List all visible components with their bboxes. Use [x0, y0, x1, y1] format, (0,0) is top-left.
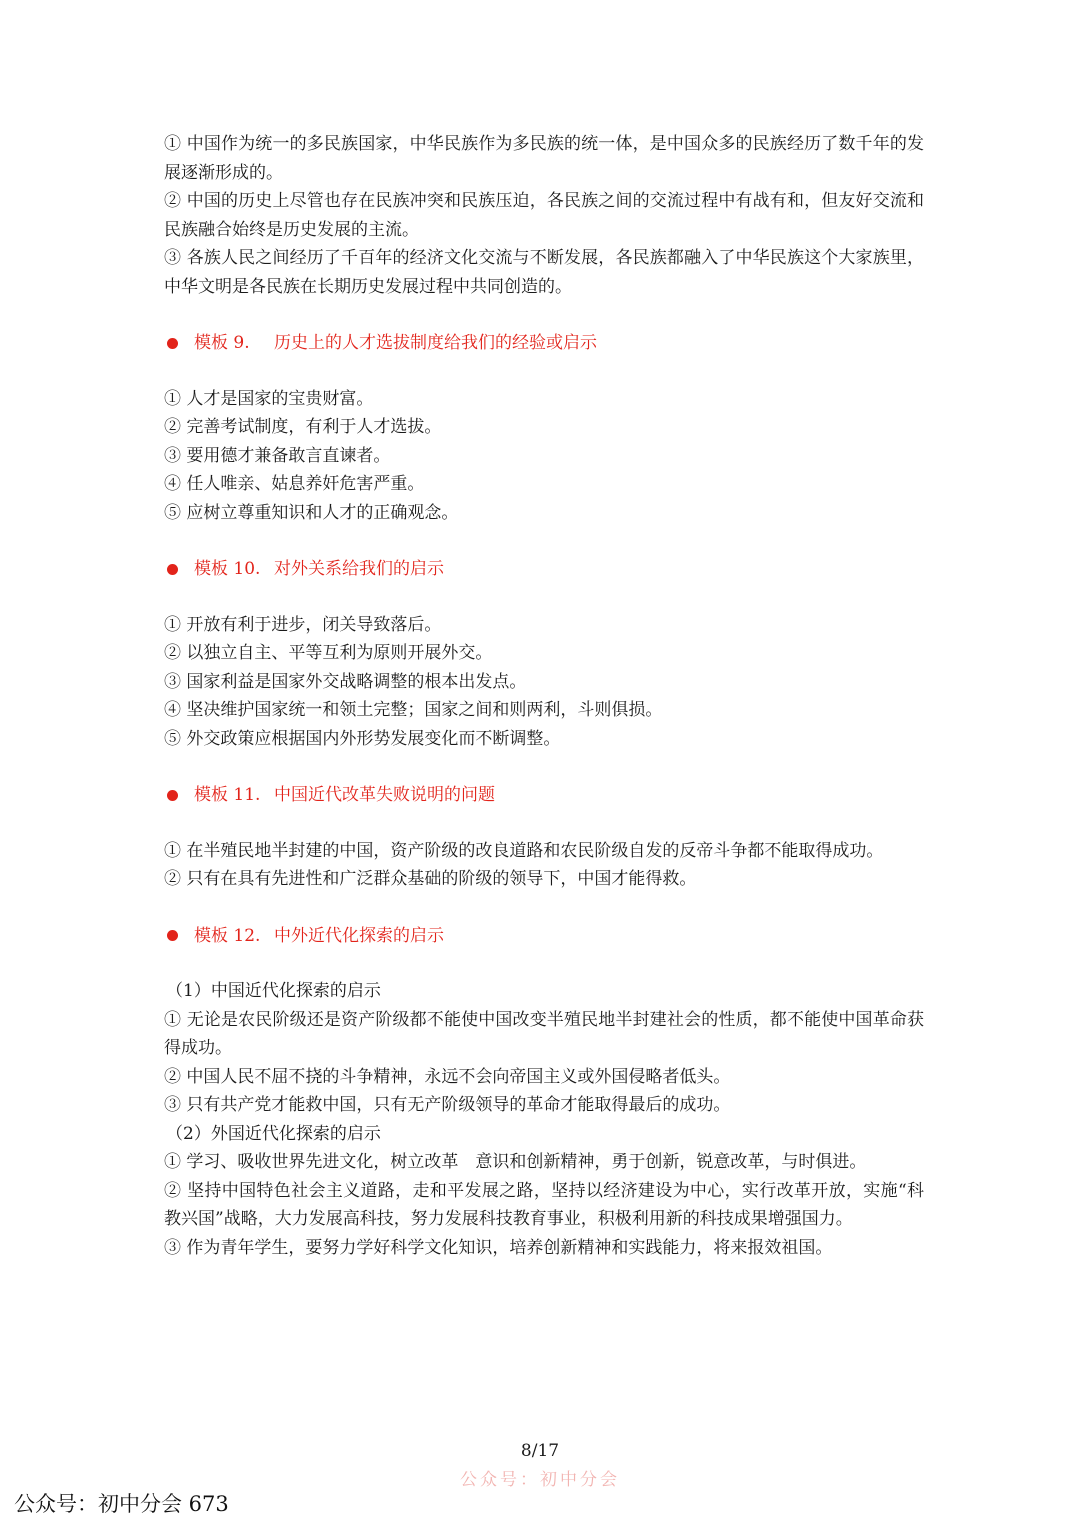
bullet-dot-icon	[167, 790, 178, 801]
t10-item-5: ⑤ 外交政策应根据国内外形势发展变化而不断调整。	[164, 728, 561, 749]
bullet-dot-icon	[167, 930, 178, 941]
t9-item-1: ① 人才是国家的宝贵财富。	[164, 388, 374, 409]
t9-item-5: ⑤ 应树立尊重知识和人才的正确观念。	[164, 502, 459, 523]
t12-subheading-2: （2）外国近代化探索的启示	[166, 1123, 381, 1144]
t12-part2-item-2: ② 坚持中国特色社会主义道路，走和平发展之路，坚持以经济建设为中心，实行改革开放，实施“科教兴国”战略，大力发展高科技，努力发展科技教育事业，积极利用新的科技成果增强国力。	[164, 1180, 924, 1229]
template-9-title: 历史上的人才选拔制度给我们的经验或启示	[274, 333, 597, 353]
t12-part2-item-1: ① 学习、吸收世界先进文化，树立改革 意识和创新精神，勇于创新，锐意改革，与时俱进。	[164, 1152, 867, 1172]
t10-item-1: ① 开放有利于进步，闭关导致落后。	[164, 614, 442, 635]
t11-item-1: ① 在半殖民地半封建的中国，资产阶级的改良道路和农民阶级自发的反帝斗争都不能取得成功。	[164, 840, 884, 861]
intro-item-2: ② 中国的历史上尽管也存在民族冲突和民族压迫，各民族之间的交流过程中有战有和，但友好交流和民族融合始终是历史发展的主流。	[164, 191, 924, 240]
t12-part1-item-1: ① 无论是农民阶级还是资产阶级都不能使中国改变半殖民地半封建社会的性质，都不能使中国革命获得成功。	[164, 1009, 924, 1058]
template-10-heading	[164, 555, 924, 584]
template-9-heading	[164, 329, 924, 358]
t12-subheading-1: （1）中国近代化探索的启示	[166, 981, 381, 1001]
watermark-text: 公众号：初中分会	[460, 1470, 620, 1490]
page-content	[164, 130, 924, 1262]
t10-item-4: ④ 坚决维护国家统一和领土完整；国家之间和则两利，斗则俱损。	[164, 700, 663, 720]
t11-item-2: ② 只有在具有先进性和广泛群众基础的阶级的领导下，中国才能得救。	[164, 869, 697, 889]
intro-item-1: ① 中国作为统一的多民族国家，中华民族作为多民族的统一体，是中国众多的民族经历了数千年的发展逐渐形成的。	[164, 134, 924, 183]
page-number: 8/17	[520, 1441, 560, 1461]
t10-item-3: ③ 国家利益是国家外交战略调整的根本出发点。	[164, 671, 527, 692]
t12-part2-item-3: ③ 作为青年学生，要努力学好科学文化知识，培养创新精神和实践能力，将来报效祖国。	[164, 1237, 833, 1258]
template-12-number: 模板 12.	[194, 925, 261, 946]
template-12-title: 中外近代化探索的启示	[274, 925, 444, 946]
t12-part1-item-2: ② 中国人民不屈不挠的斗争精神，永远不会向帝国主义或外国侵略者低头。	[164, 1066, 731, 1087]
t9-item-2: ② 完善考试制度，有利于人才选拔。	[164, 417, 442, 437]
corner-label: 公众号：初中分会 673	[14, 1492, 229, 1516]
template-10-number: 模板 10.	[194, 559, 261, 579]
intro-item-3: ③ 各族人民之间经历了千百年的经济文化交流与不断发展，各民族都融入了中华民族这个大家族里，中华文明是各民族在长期历史发展过程中共同创造的。	[164, 248, 924, 297]
bullet-dot-icon	[167, 564, 178, 575]
t9-item-3: ③ 要用德才兼备敢言直谏者。	[164, 445, 391, 466]
template-11-number: 模板 11.	[194, 785, 261, 805]
template-10-title: 对外关系给我们的启示	[274, 559, 444, 579]
template-11-heading	[164, 781, 924, 810]
template-9-number: 模板 9.	[194, 333, 250, 353]
t10-item-2: ② 以独立自主、平等互利为原则开展外交。	[164, 643, 493, 663]
t9-item-4: ④ 任人唯亲、姑息养奸危害严重。	[164, 474, 425, 494]
bullet-dot-icon	[167, 338, 178, 349]
t12-part1-item-3: ③ 只有共产党才能救中国，只有无产阶级领导的革命才能取得最后的成功。	[164, 1095, 731, 1115]
template-12-heading	[164, 922, 924, 951]
template-11-title: 中国近代改革失败说明的问题	[274, 785, 495, 805]
